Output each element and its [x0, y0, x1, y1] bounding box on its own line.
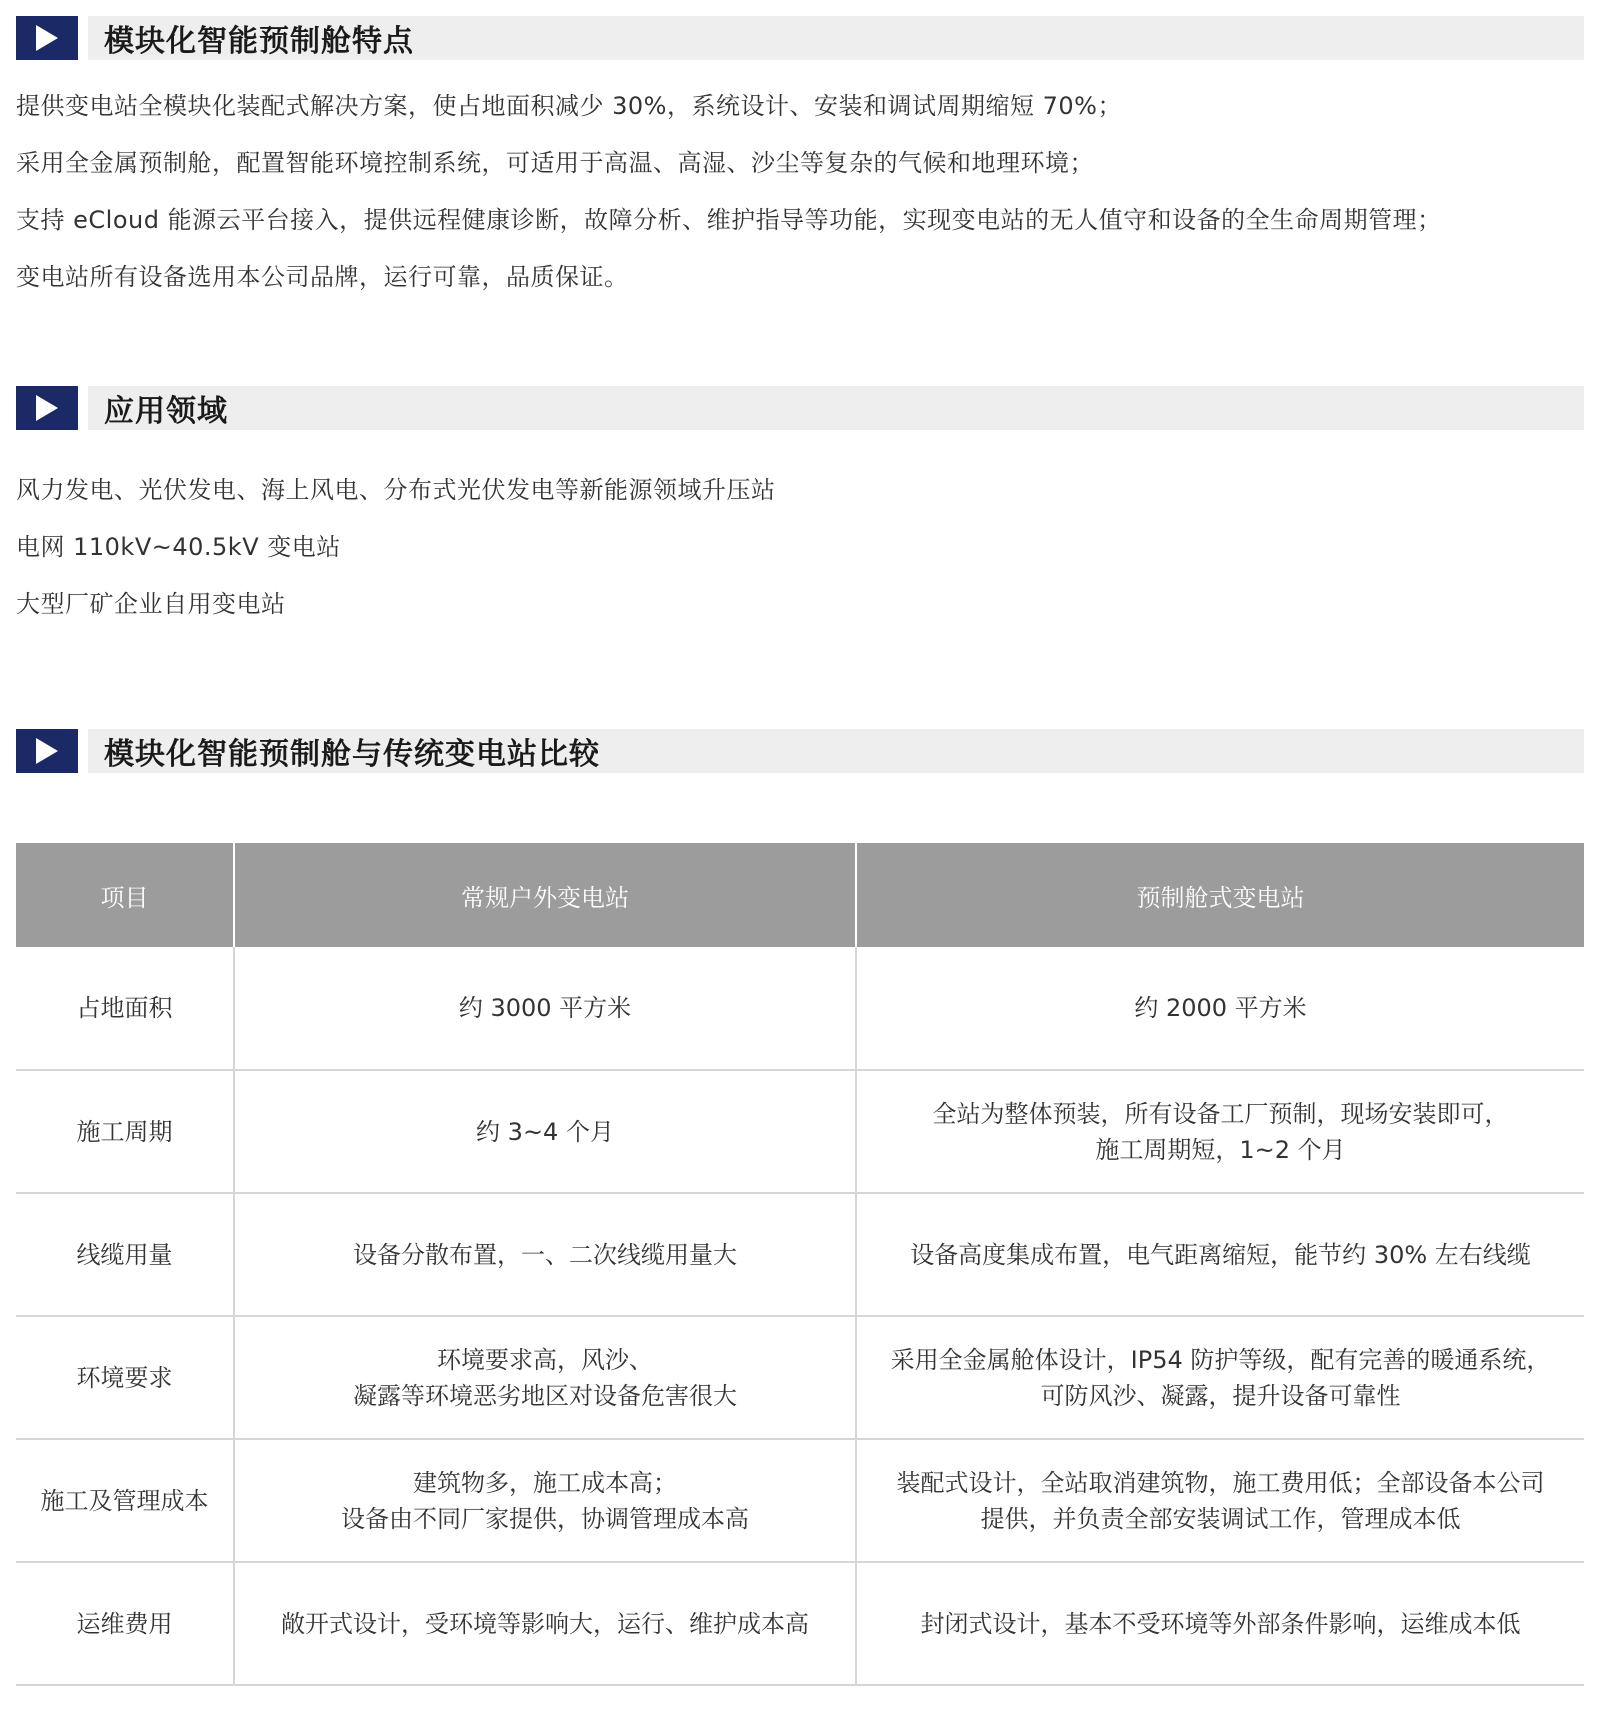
prefab-cell: [856, 1439, 1584, 1562]
application-paragraph: 风力发电、光伏发电、海上风电、分布式光伏发电等新能源领域升压站: [16, 476, 776, 504]
cell-line: 封闭式设计，基本不受环境等外部条件影响，运维成本低: [920, 1609, 1521, 1638]
conventional-cell: [234, 1070, 856, 1193]
table-row: [16, 1193, 1584, 1316]
section-marker: [16, 729, 78, 773]
section-marker: [16, 16, 78, 60]
cell-line: 凝露等环境恶劣地区对设备危害很大: [353, 1381, 737, 1410]
feature-paragraph: 提供变电站全模块化装配式解决方案，使占地面积减少 30%，系统设计、安装和调试周期缩短 70%；: [16, 92, 1122, 120]
cell-line: 环境要求高，风沙、: [437, 1345, 653, 1374]
cell-line: 设备由不同厂家提供，协调管理成本高: [341, 1504, 749, 1533]
conventional-cell: [234, 1316, 856, 1439]
prefab-cell: [856, 1562, 1584, 1685]
cell-line: 设备分散布置，一、二次线缆用量大: [353, 1240, 737, 1269]
prefab-cell: [856, 947, 1584, 1070]
cell-line: 可防风沙、凝露，提升设备可靠性: [1040, 1381, 1401, 1410]
play-arrow-icon: [36, 25, 58, 51]
conventional-cell: [234, 1562, 856, 1685]
row-item: 线缆用量: [16, 1193, 234, 1316]
cell-line: 敞开式设计，受环境等影响大，运行、维护成本高: [281, 1609, 809, 1638]
section-title-bar: [88, 386, 1584, 430]
table-row: [16, 1562, 1584, 1685]
section-title: 模块化智能预制舱特点: [104, 24, 414, 59]
play-arrow-icon: [36, 738, 58, 764]
table-header-row: [16, 843, 1584, 947]
section-title: 应用领域: [104, 394, 228, 429]
feature-paragraph: 支持 eCloud 能源云平台接入，提供远程健康诊断，故障分析、维护指导等功能，实现变电站的无人值守和设备的全生命周期管理；: [16, 206, 1442, 234]
cell-line: 装配式设计，全站取消建筑物，施工费用低；全部设备本公司: [896, 1468, 1545, 1497]
cell-line: 提供，并负责全部安装调试工作，管理成本低: [980, 1504, 1461, 1533]
feature-paragraph: 变电站所有设备选用本公司品牌，运行可靠，品质保证。: [16, 263, 629, 291]
section-title: 模块化智能预制舱与传统变电站比较: [104, 737, 600, 772]
cell-line: 设备高度集成布置，电气距离缩短，能节约 30% 左右线缆: [910, 1240, 1531, 1269]
header-item: 项目: [16, 843, 234, 947]
cell-line: 约 2000 平方米: [1134, 994, 1307, 1022]
application-paragraph: 电网 110kV~40.5kV 变电站: [16, 533, 341, 561]
conventional-cell: [234, 947, 856, 1070]
row-item: 运维费用: [16, 1562, 234, 1685]
prefab-cell: [856, 1193, 1584, 1316]
conventional-cell: [234, 1439, 856, 1562]
cell-line: 全站为整体预装，所有设备工厂预制，现场安装即可，: [932, 1099, 1509, 1128]
table-row: [16, 1070, 1584, 1193]
section-title-bar: [88, 16, 1584, 60]
comparison-table: [16, 843, 1584, 1686]
features-list: [16, 78, 1586, 306]
cell-line: 约 3000 平方米: [458, 994, 632, 1022]
row-item: 施工及管理成本: [16, 1439, 234, 1562]
cell-line: 施工周期短，1~2 个月: [1095, 1135, 1346, 1164]
section-header-features: [16, 16, 1584, 60]
section-title-bar: [88, 729, 1584, 773]
cell-line: 约 3~4 个月: [476, 1117, 614, 1146]
conventional-cell: [234, 1193, 856, 1316]
row-item: 占地面积: [16, 947, 234, 1070]
application-paragraph: 大型厂矿企业自用变电站: [16, 590, 286, 618]
play-arrow-icon: [36, 395, 58, 421]
cell-line: 采用全金属舱体设计，IP54 防护等级，配有完善的暖通系统，: [890, 1345, 1551, 1374]
header-conventional: 常规户外变电站: [234, 843, 856, 947]
cell-line: 建筑物多，施工成本高；: [413, 1468, 677, 1497]
section-header-applications: [16, 386, 1584, 430]
row-item: 施工周期: [16, 1070, 234, 1193]
table-row: [16, 1316, 1584, 1439]
prefab-cell: [856, 1316, 1584, 1439]
row-item: 环境要求: [16, 1316, 234, 1439]
prefab-cell: [856, 1070, 1584, 1193]
section-marker: [16, 386, 78, 430]
section-header-comparison: [16, 729, 1584, 773]
header-prefab: 预制舱式变电站: [856, 843, 1584, 947]
table-row: [16, 1439, 1584, 1562]
table-row: [16, 947, 1584, 1070]
applications-list: [16, 462, 1586, 633]
feature-paragraph: 采用全金属预制舱，配置智能环境控制系统，可适用于高温、高湿、沙尘等复杂的气候和地理环境；: [16, 149, 1094, 177]
